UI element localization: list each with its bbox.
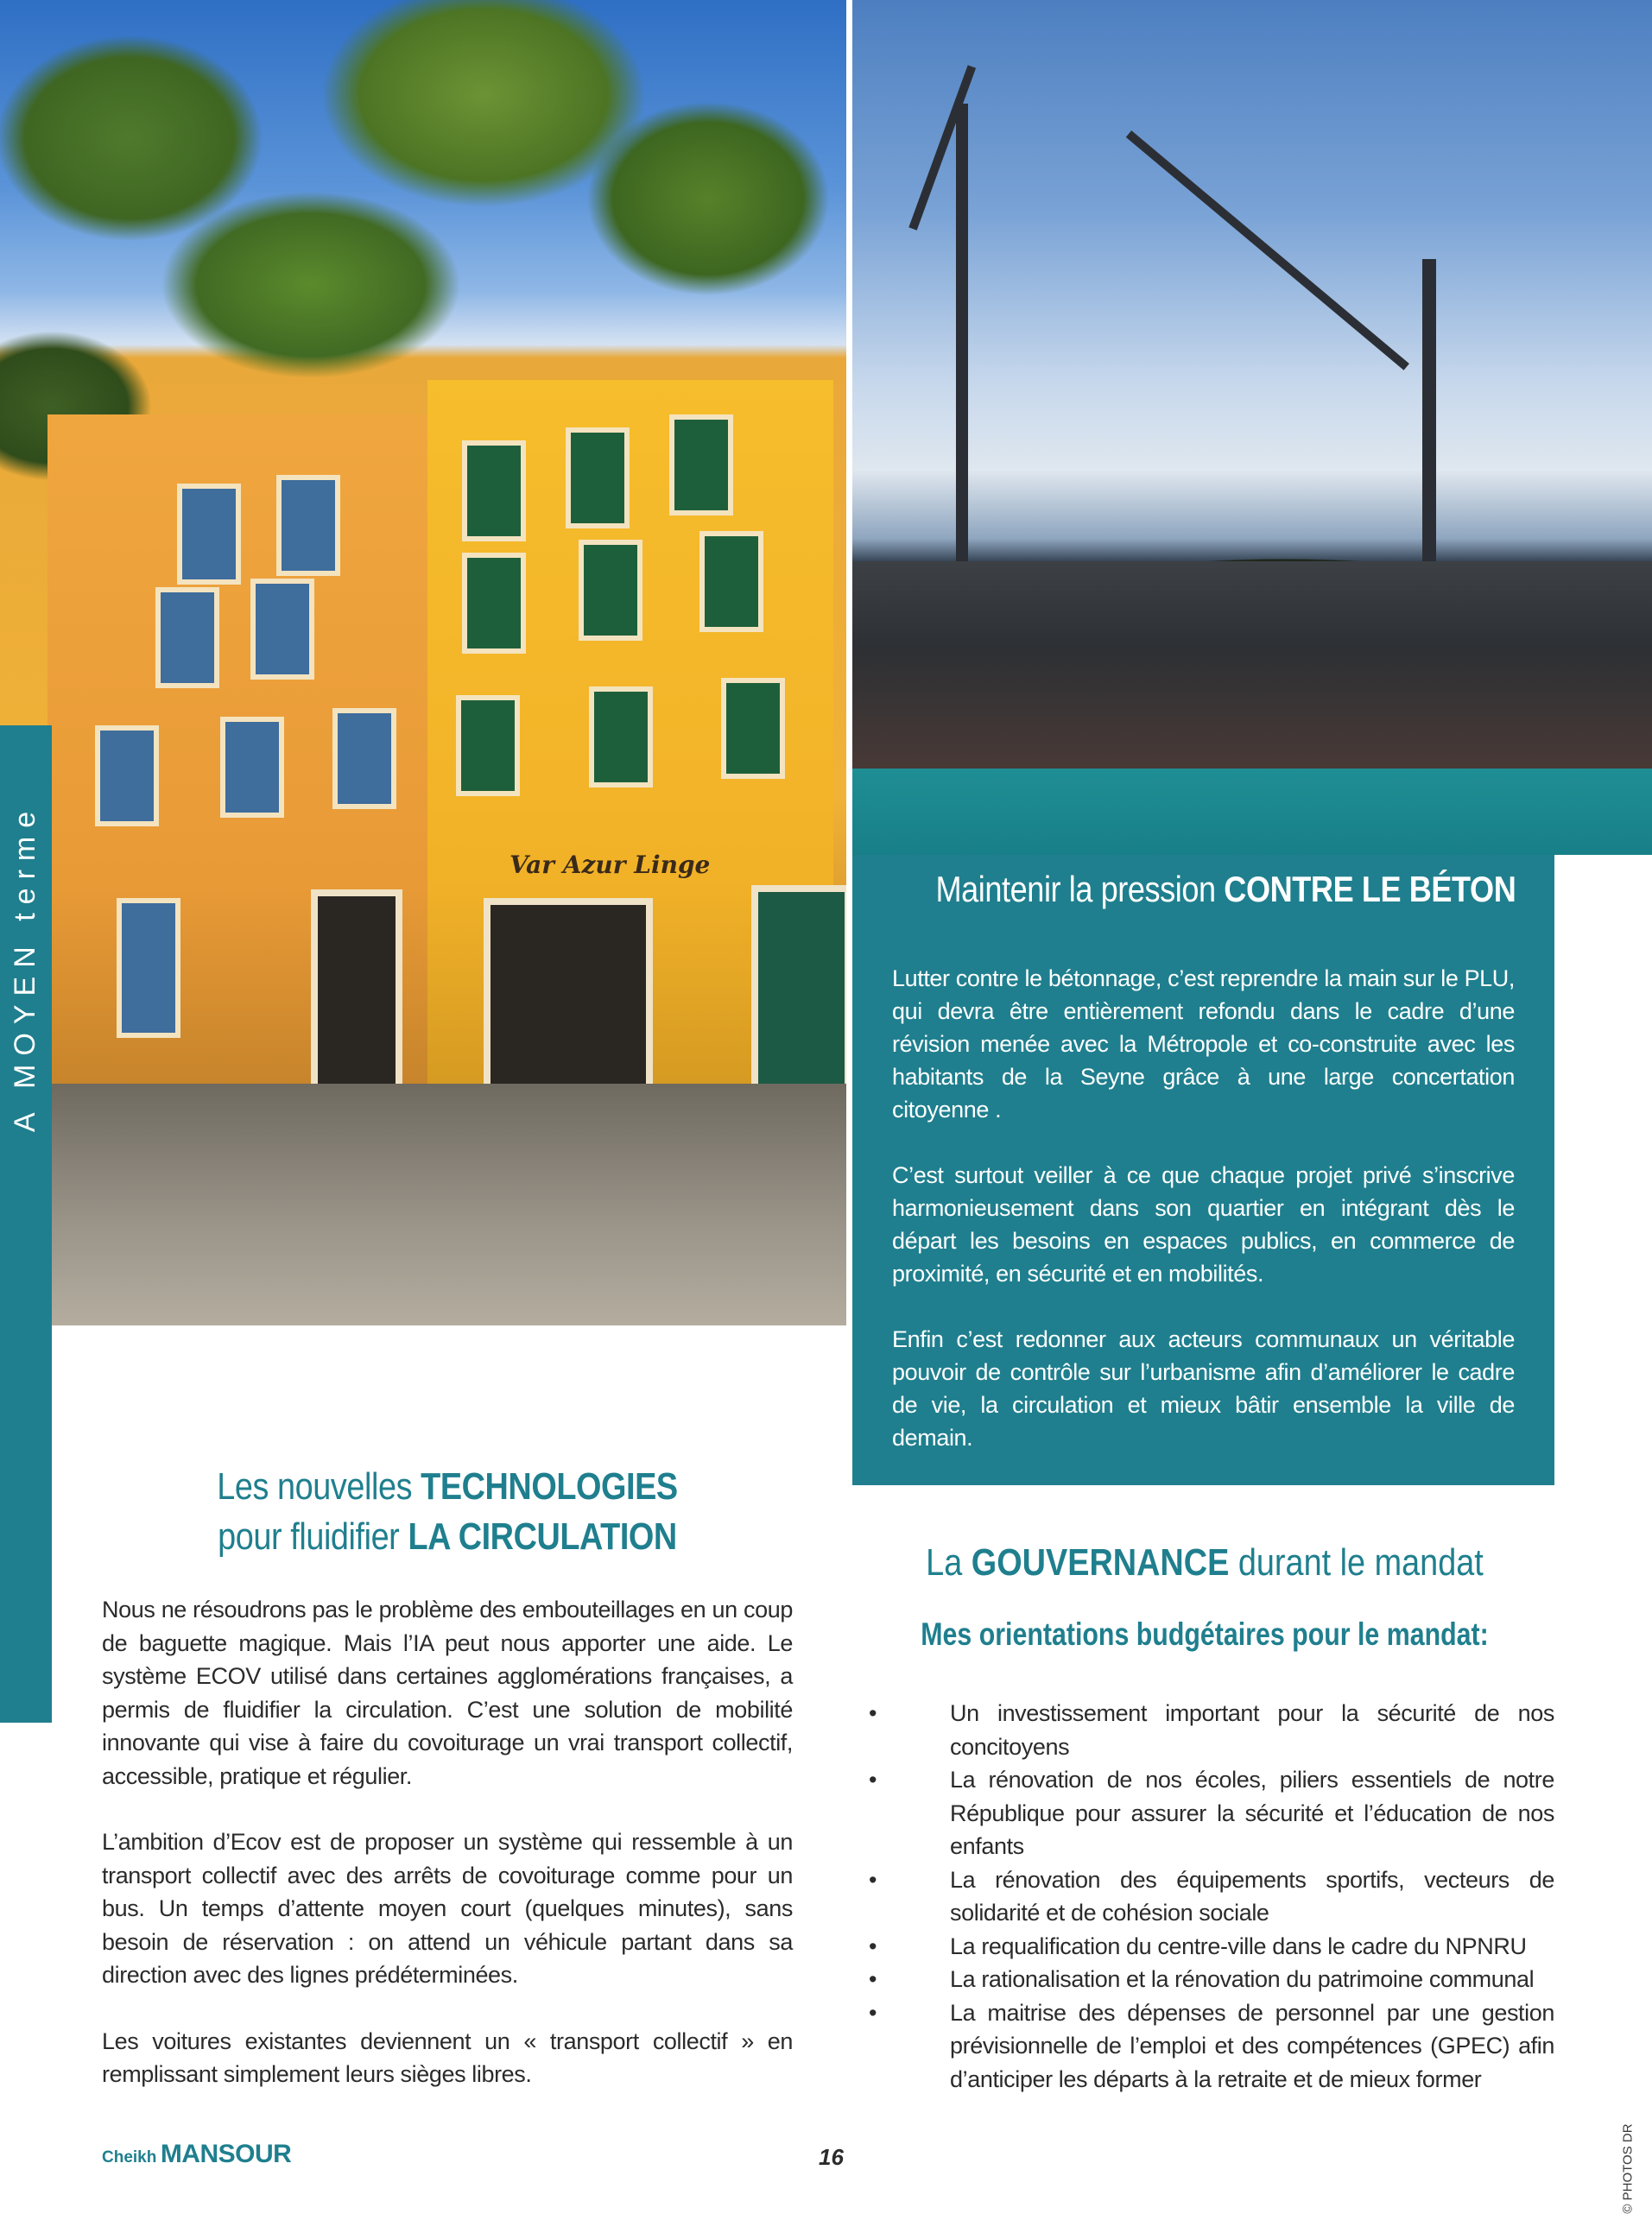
green-door — [751, 885, 846, 1106]
window-shutter — [721, 678, 785, 779]
beton-box — [852, 855, 1554, 1485]
window-shutter — [95, 725, 159, 826]
photo-credit: © PHOTOS DR — [1620, 2123, 1636, 2214]
gouvernance-subheading: Mes orientations budgétaires pour le mandat: — [921, 1616, 1489, 1652]
list-item: • La requalification du centre-ville dans le cadre du NPNRU — [864, 1930, 1554, 1964]
beton-paragraph: C’est surtout veiller à ce que chaque projet privé s’inscrive harmonieusement dans son quartier en intégrant dès le départ les besoins en espaces publics, en commerce de proximité, en sécurité et en mobilités. — [892, 1162, 1515, 1287]
window-shutter — [117, 898, 180, 1038]
bullet-icon: • — [869, 1866, 877, 1893]
window-shutter — [566, 427, 630, 528]
side-tab-label — [0, 725, 52, 1209]
bullet-icon: • — [869, 1999, 877, 2026]
footer-author: Cheikh MANSOUR — [102, 2140, 292, 2168]
list-item: • La maitrise des dépenses de personnel par une gestion prévisionnelle de l’emploi et des compétences (GPEC) afin d’anticiper les départs à la retraite et de mieux former — [864, 1996, 1554, 2097]
window-shutter — [220, 717, 284, 818]
shop-entrance — [484, 898, 653, 1102]
list-item: • La rénovation des équipements sportifs, vecteurs de solidarité et de cohésion sociale — [864, 1863, 1554, 1930]
window-shutter — [462, 440, 526, 541]
window-shutter — [589, 686, 653, 788]
side-tab-prefix: A MOYEN — [9, 937, 42, 1132]
list-item: • La rationalisation et la rénovation du patrimoine communal — [864, 1963, 1554, 1996]
window-shutter — [250, 579, 314, 680]
beton-title: Maintenir la pression CONTRE LE BÉTON — [935, 869, 1516, 909]
building-door — [311, 889, 402, 1106]
body-paragraph: Nous ne résoudrons pas le problème des embouteillages en un coup de baguette magique. Mais l’IA peut nous apporter une aide. Le système ECOV utilisé dans certaines agglomérations françaises, a permis de fluidifier la circulation. C’est une solution de mobilité innovante qui vise à faire du covoiturage un vrai transport collectif, accessible, pratique et régulier. — [102, 1597, 793, 1789]
bullet-icon: • — [869, 1933, 877, 1959]
body-paragraph: L’ambition d’Ecov est de proposer un système qui ressemble à un transport collectif avec des arrêts de covoiturage comme pour un bus. Un temps d’attente moyen court (quelques minutes), sans besoin de réservation : on attend un véhicule partant dans sa direction avec des lignes prédéterminées. — [102, 1829, 793, 1988]
photo-yellow-buildings — [0, 0, 846, 1325]
bullet-icon: • — [869, 1700, 877, 1726]
window-shutter — [155, 587, 219, 688]
page-number: 16 — [819, 2144, 844, 2170]
beton-paragraph: Enfin c’est redonner aux acteurs communaux un véritable pouvoir de contrôle sur l’urbanisme afin d’améliorer le cadre de vie, la circulation et mieux bâtir ensemble la ville de demain. — [892, 1326, 1515, 1451]
window-shutter — [462, 553, 526, 654]
gouvernance-heading: La GOUVERNANCE durant le mandat — [926, 1541, 1484, 1584]
window-shutter — [332, 708, 396, 809]
technologies-heading: Les nouvelles TECHNOLOGIES pour fluidifier LA CIRCULATION — [217, 1465, 678, 1558]
shop-sign: Var Azur Linge — [510, 851, 711, 879]
side-tab-suffix: terme — [9, 802, 42, 921]
window-shutter — [177, 484, 241, 585]
window-shutter — [699, 531, 763, 632]
window-shutter — [669, 414, 733, 516]
construction-structure — [852, 561, 1652, 777]
window-shutter — [456, 695, 520, 796]
window-shutter — [579, 540, 642, 641]
bullet-icon: • — [869, 1767, 877, 1793]
technologies-body — [102, 1593, 793, 2124]
site-floor — [852, 769, 1652, 855]
body-paragraph: Les voitures existantes deviennent un « transport collectif » en remplissant simplement leurs sièges libres. — [102, 2027, 793, 2087]
bullet-icon: • — [869, 1966, 877, 1992]
list-item: • La rénovation de nos écoles, piliers essentiels de notre République pour assurer la sécurité et l’éducation de nos enfants — [864, 1763, 1554, 1863]
pavement — [0, 1084, 846, 1325]
list-item: • Un investissement important pour la sécurité de nos concitoyens — [864, 1697, 1554, 1763]
window-shutter — [276, 475, 340, 576]
crane-right-jib — [1126, 130, 1409, 370]
beton-paragraph: Lutter contre le bétonnage, c’est reprendre la main sur le PLU, qui devra être entièrement refondu dans le cadre d’une révision menée avec la Métropole et co-construite avec les habitants de la Seyne grâce à une large concertation citoyenne . — [892, 965, 1515, 1123]
photo-construction-site — [852, 0, 1652, 855]
budget-list — [864, 1697, 1554, 2096]
crane-left-mast — [956, 104, 968, 639]
